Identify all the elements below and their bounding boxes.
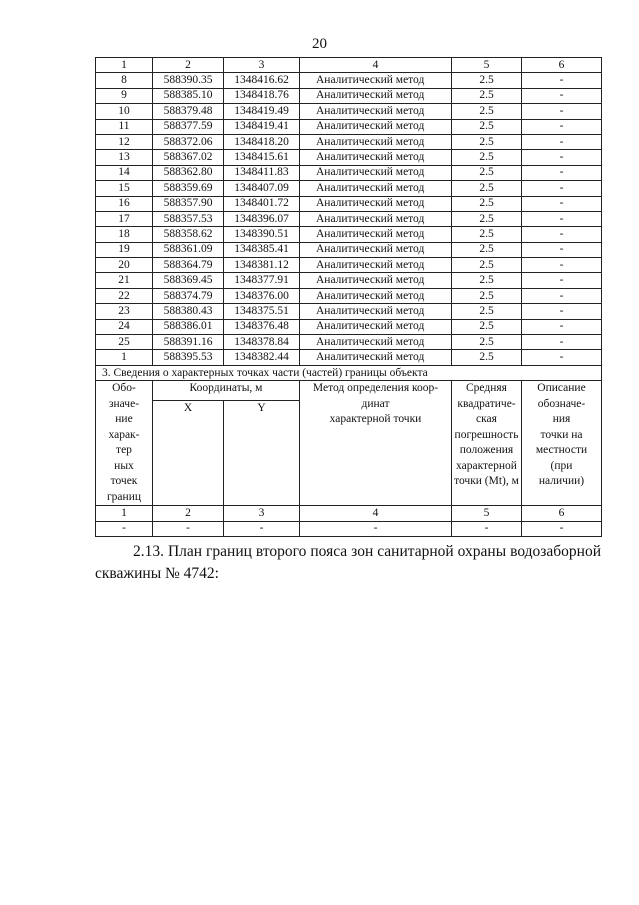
accuracy-cell: 2.5 [452, 134, 522, 149]
method-cell: Аналитический метод [300, 150, 452, 165]
y-header: Y [224, 400, 300, 505]
description-cell: - [522, 73, 602, 88]
accuracy-cell: 2.5 [452, 165, 522, 180]
section3-header-row [96, 381, 602, 401]
accuracy-cell: 2.5 [452, 211, 522, 226]
description-cell: - [522, 258, 602, 273]
point-number-cell: 18 [96, 227, 153, 242]
col-number-cell: 6 [522, 506, 602, 521]
col-number-cell: 5 [452, 506, 522, 521]
x-coordinate-cell: 588385.10 [153, 88, 224, 103]
method-cell: Аналитический метод [300, 288, 452, 303]
designation-header-text: Обо- значе- ние харак- тер ных точек границ [106, 382, 142, 503]
empty-cell: - [153, 521, 224, 536]
x-coordinate-cell: 588357.90 [153, 196, 224, 211]
column-number-row [96, 58, 602, 73]
description-cell: - [522, 181, 602, 196]
y-coordinate-cell: 1348415.61 [224, 150, 300, 165]
col-number-cell: 2 [153, 58, 224, 73]
y-coordinate-cell: 1348376.00 [224, 288, 300, 303]
x-coordinate-cell: 588369.45 [153, 273, 224, 288]
x-coordinate-cell: 588357.53 [153, 211, 224, 226]
x-coordinate-cell: 588374.79 [153, 288, 224, 303]
section3-empty-row [96, 521, 602, 536]
description-cell: - [522, 304, 602, 319]
accuracy-cell: 2.5 [452, 119, 522, 134]
description-header-text: Описание обозначе- ния точки на местности (при наличии) [535, 382, 588, 488]
y-coordinate-cell: 1348377.91 [224, 273, 300, 288]
y-coordinate-cell: 1348375.51 [224, 304, 300, 319]
y-coordinate-cell: 1348381.12 [224, 258, 300, 273]
table-body [96, 58, 602, 366]
point-number-cell: 22 [96, 288, 153, 303]
accuracy-cell: 2.5 [452, 288, 522, 303]
description-cell: - [522, 335, 602, 350]
description-cell: - [522, 242, 602, 257]
accuracy-cell: 2.5 [452, 181, 522, 196]
accuracy-cell: 2.5 [452, 196, 522, 211]
point-number-cell: 9 [96, 88, 153, 103]
method-cell: Аналитический метод [300, 350, 452, 365]
point-number-cell: 21 [96, 273, 153, 288]
empty-cell: - [300, 521, 452, 536]
x-coordinate-cell: 588390.35 [153, 73, 224, 88]
table-row [96, 104, 602, 119]
y-coordinate-cell: 1348401.72 [224, 196, 300, 211]
accuracy-cell: 2.5 [452, 350, 522, 365]
table-row [96, 335, 602, 350]
x-coordinate-cell: 588359.69 [153, 181, 224, 196]
y-coordinate-cell: 1348416.62 [224, 73, 300, 88]
y-coordinate-cell: 1348382.44 [224, 350, 300, 365]
col-number-cell: 4 [300, 506, 452, 521]
accuracy-cell: 2.5 [452, 335, 522, 350]
x-coordinate-cell: 588386.01 [153, 319, 224, 334]
point-number-cell: 25 [96, 335, 153, 350]
table-row [96, 350, 602, 365]
empty-cell: - [452, 521, 522, 536]
accuracy-cell: 2.5 [452, 258, 522, 273]
description-cell: - [522, 150, 602, 165]
method-cell: Аналитический метод [300, 119, 452, 134]
y-coordinate-cell: 1348396.07 [224, 211, 300, 226]
table-row [96, 227, 602, 242]
point-number-cell: 8 [96, 73, 153, 88]
point-number-cell: 17 [96, 211, 153, 226]
description-cell: - [522, 196, 602, 211]
x-coordinate-cell: 588358.62 [153, 227, 224, 242]
x-header: X [153, 400, 224, 505]
point-number-cell: 20 [96, 258, 153, 273]
y-coordinate-cell: 1348418.76 [224, 88, 300, 103]
point-number-cell: 14 [96, 165, 153, 180]
accuracy-cell: 2.5 [452, 88, 522, 103]
x-coordinate-cell: 588361.09 [153, 242, 224, 257]
method-cell: Аналитический метод [300, 88, 452, 103]
page-number: 20 [312, 36, 327, 52]
table-row [96, 181, 602, 196]
section3-number-row [96, 506, 602, 521]
col-number-cell: 3 [224, 506, 300, 521]
accuracy-cell: 2.5 [452, 150, 522, 165]
y-coordinate-cell: 1348419.49 [224, 104, 300, 119]
method-cell: Аналитический метод [300, 196, 452, 211]
y-coordinate-cell: 1348390.51 [224, 227, 300, 242]
method-cell: Аналитический метод [300, 104, 452, 119]
y-coordinate-cell: 1348411.83 [224, 165, 300, 180]
x-coordinate-cell: 588367.02 [153, 150, 224, 165]
x-coordinate-cell: 588391.16 [153, 335, 224, 350]
accuracy-cell: 2.5 [452, 304, 522, 319]
y-coordinate-cell: 1348407.09 [224, 181, 300, 196]
description-cell: - [522, 273, 602, 288]
table-row [96, 88, 602, 103]
method-cell: Аналитический метод [300, 242, 452, 257]
table-row [96, 211, 602, 226]
col-number-cell: 1 [96, 506, 153, 521]
x-coordinate-cell: 588364.79 [153, 258, 224, 273]
col-number-cell: 3 [224, 58, 300, 73]
table-row [96, 73, 602, 88]
point-number-cell: 15 [96, 181, 153, 196]
method-cell: Аналитический метод [300, 273, 452, 288]
description-cell: - [522, 211, 602, 226]
table-row [96, 273, 602, 288]
point-number-cell: 10 [96, 104, 153, 119]
description-cell: - [522, 88, 602, 103]
point-number-cell: 1 [96, 350, 153, 365]
x-coordinate-cell: 588395.53 [153, 350, 224, 365]
method-cell: Аналитический метод [300, 227, 452, 242]
table-row [96, 196, 602, 211]
method-header [300, 381, 452, 506]
accuracy-cell: 2.5 [452, 73, 522, 88]
col-number-cell: 1 [96, 58, 153, 73]
method-cell: Аналитический метод [300, 181, 452, 196]
section-2-13-paragraph: 2.13. План границ второго пояса зон санитарной охраны водозаборной скважины № 4742: [95, 543, 601, 582]
point-number-cell: 19 [96, 242, 153, 257]
x-coordinate-cell: 588372.06 [153, 134, 224, 149]
accuracy-cell: 2.5 [452, 104, 522, 119]
table-row [96, 288, 602, 303]
y-coordinate-cell: 1348418.20 [224, 134, 300, 149]
x-coordinate-cell: 588380.43 [153, 304, 224, 319]
method-cell: Аналитический метод [300, 165, 452, 180]
description-cell: - [522, 119, 602, 134]
table-row [96, 134, 602, 149]
method-cell: Аналитический метод [300, 211, 452, 226]
col-number-cell: 4 [300, 58, 452, 73]
point-number-cell: 11 [96, 119, 153, 134]
y-coordinate-cell: 1348376.48 [224, 319, 300, 334]
description-cell: - [522, 350, 602, 365]
description-cell: - [522, 134, 602, 149]
col-number-cell: 2 [153, 506, 224, 521]
table-row [96, 150, 602, 165]
coordinates-header: Координаты, м [153, 381, 300, 401]
table-row [96, 242, 602, 257]
accuracy-header [452, 381, 522, 506]
point-number-cell: 13 [96, 150, 153, 165]
method-cell: Аналитический метод [300, 319, 452, 334]
section3-title: 3. Сведения о характерных точках части (частей) границы объекта [96, 365, 602, 380]
accuracy-cell: 2.5 [452, 242, 522, 257]
x-coordinate-cell: 588377.59 [153, 119, 224, 134]
accuracy-cell: 2.5 [452, 273, 522, 288]
method-cell: Аналитический метод [300, 258, 452, 273]
x-coordinate-cell: 588362.80 [153, 165, 224, 180]
method-cell: Аналитический метод [300, 73, 452, 88]
point-number-cell: 23 [96, 304, 153, 319]
y-coordinate-cell: 1348419.41 [224, 119, 300, 134]
empty-cell: - [224, 521, 300, 536]
accuracy-header-text: Средняя квадратиче- ская погрешность положения характерной точки (Mt), м [454, 382, 519, 488]
col-number-cell: 6 [522, 58, 602, 73]
x-coordinate-cell: 588379.48 [153, 104, 224, 119]
table-row [96, 165, 602, 180]
section3-body [96, 365, 602, 536]
designation-header [96, 381, 153, 506]
method-cell: Аналитический метод [300, 304, 452, 319]
empty-cell: - [96, 521, 153, 536]
description-cell: - [522, 319, 602, 334]
table-row [96, 319, 602, 334]
description-cell: - [522, 227, 602, 242]
col-number-cell: 5 [452, 58, 522, 73]
description-header [522, 381, 602, 506]
method-cell: Аналитический метод [300, 335, 452, 350]
table-row [96, 304, 602, 319]
y-coordinate-cell: 1348378.84 [224, 335, 300, 350]
boundary-points-table [95, 57, 602, 537]
description-cell: - [522, 104, 602, 119]
description-cell: - [522, 165, 602, 180]
point-number-cell: 16 [96, 196, 153, 211]
point-number-cell: 24 [96, 319, 153, 334]
empty-cell: - [522, 521, 602, 536]
table-row [96, 258, 602, 273]
method-header-text: Метод определения коор- динат характерной точки [312, 382, 439, 426]
section3-title-row [96, 365, 602, 380]
description-cell: - [522, 288, 602, 303]
method-cell: Аналитический метод [300, 134, 452, 149]
y-coordinate-cell: 1348385.41 [224, 242, 300, 257]
point-number-cell: 12 [96, 134, 153, 149]
accuracy-cell: 2.5 [452, 319, 522, 334]
accuracy-cell: 2.5 [452, 227, 522, 242]
table-row [96, 119, 602, 134]
